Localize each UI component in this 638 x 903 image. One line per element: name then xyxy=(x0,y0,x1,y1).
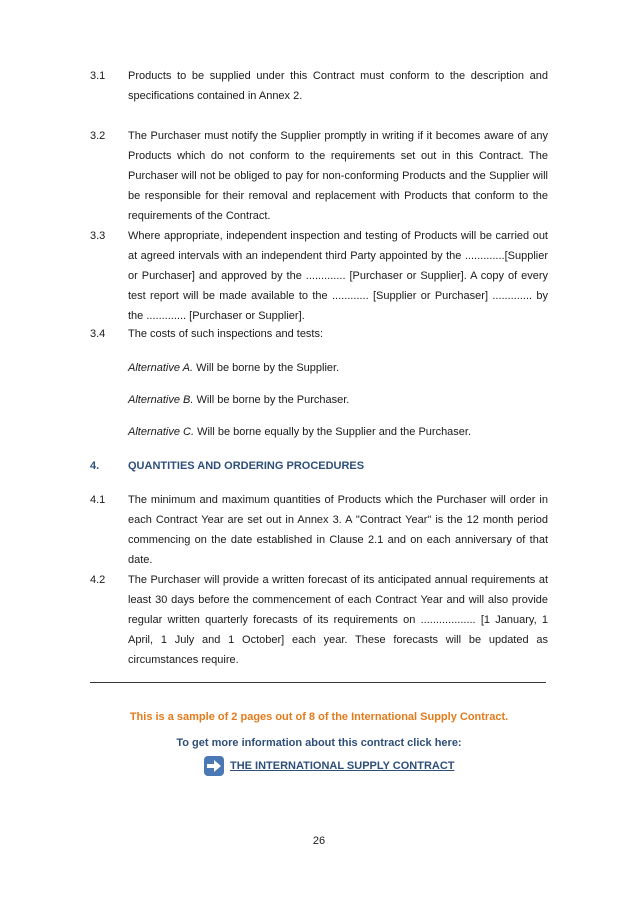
clause-text: Products to be supplied under this Contract must conform to the description and specifications contained in Annex 2. xyxy=(128,70,548,102)
clause-number: 3.4 xyxy=(90,328,106,340)
more-info-text: To get more information about this contract click here: xyxy=(176,737,462,749)
alternative-text: Will be borne by the Purchaser. xyxy=(193,394,350,406)
clause-text: The Purchaser will provide a written forecast of its anticipated annual requirements at least 30 days before the commencement of each Contract Year and will also provide regular written quarterly forecasts of its requirements on .................. [1 January, 1 April, 1 July and 1 October] each year. These forecasts will be updated as circumstances require. xyxy=(128,574,548,666)
alternative-a xyxy=(128,358,339,378)
alternative-text: Will be borne by the Supplier. xyxy=(193,362,340,374)
clause-4-1 xyxy=(90,490,548,570)
clause-3-3 xyxy=(90,226,548,326)
contract-link[interactable]: THE INTERNATIONAL SUPPLY CONTRACT xyxy=(230,760,455,772)
clause-text: The Purchaser must notify the Supplier promptly in writing if it becomes aware of any Products which do not conform to the requirements set out in this Contract. The Purchaser will not be obliged to pay for non-conforming Products and the Supplier will be responsible for their removal and replacement with Products that conform to the requirements of the Contract. xyxy=(128,130,548,222)
clause-text: The minimum and maximum quantities of Products which the Purchaser will order in each Contract Year are set out in Annex 3. A "Contract Year" is the 12 month period commencing on the date established in Clause 2.1 and on each anniversary of that date. xyxy=(128,494,548,566)
alternative-label: Alternative C. xyxy=(128,426,195,438)
alternative-label: Alternative B. xyxy=(128,394,194,406)
clause-text: Where appropriate, independent inspection and testing of Products will be carried out at agreed intervals with an independent third Party appointed by the .............[Supplier or Purchaser] and approved by the ............. [Purchaser or Supplier]. A copy of every test report will be made available to the ............ [Supplier or Purchaser] ............. by the ............. [Purchaser or Supplier]. xyxy=(128,230,548,322)
clause-3-4 xyxy=(90,324,548,344)
contract-link-row[interactable] xyxy=(204,755,455,777)
clause-number: 3.1 xyxy=(90,70,106,82)
section-number: 4. xyxy=(90,460,100,472)
page-number: 26 xyxy=(312,835,326,847)
clause-number: 4.2 xyxy=(90,574,106,586)
section-title: QUANTITIES AND ORDERING PROCEDURES xyxy=(128,460,365,472)
sample-notice: This is a sample of 2 pages out of 8 of the International Supply Contract. xyxy=(129,711,509,723)
clause-text: The costs of such inspections and tests: xyxy=(128,328,324,340)
clause-number: 4.1 xyxy=(90,494,106,506)
clause-4-2 xyxy=(90,570,548,670)
alternative-text: Will be borne equally by the Supplier and the Purchaser. xyxy=(194,426,472,438)
alternative-c xyxy=(128,422,471,442)
arrow-right-icon[interactable] xyxy=(204,756,224,776)
clause-3-1 xyxy=(90,66,548,106)
clause-3-2 xyxy=(90,126,548,226)
alternative-b xyxy=(128,390,349,410)
alternative-label: Alternative A. xyxy=(128,362,194,374)
separator-line xyxy=(90,682,546,683)
clause-number: 3.2 xyxy=(90,130,106,142)
section-heading xyxy=(90,456,548,476)
clause-number: 3.3 xyxy=(90,230,106,242)
